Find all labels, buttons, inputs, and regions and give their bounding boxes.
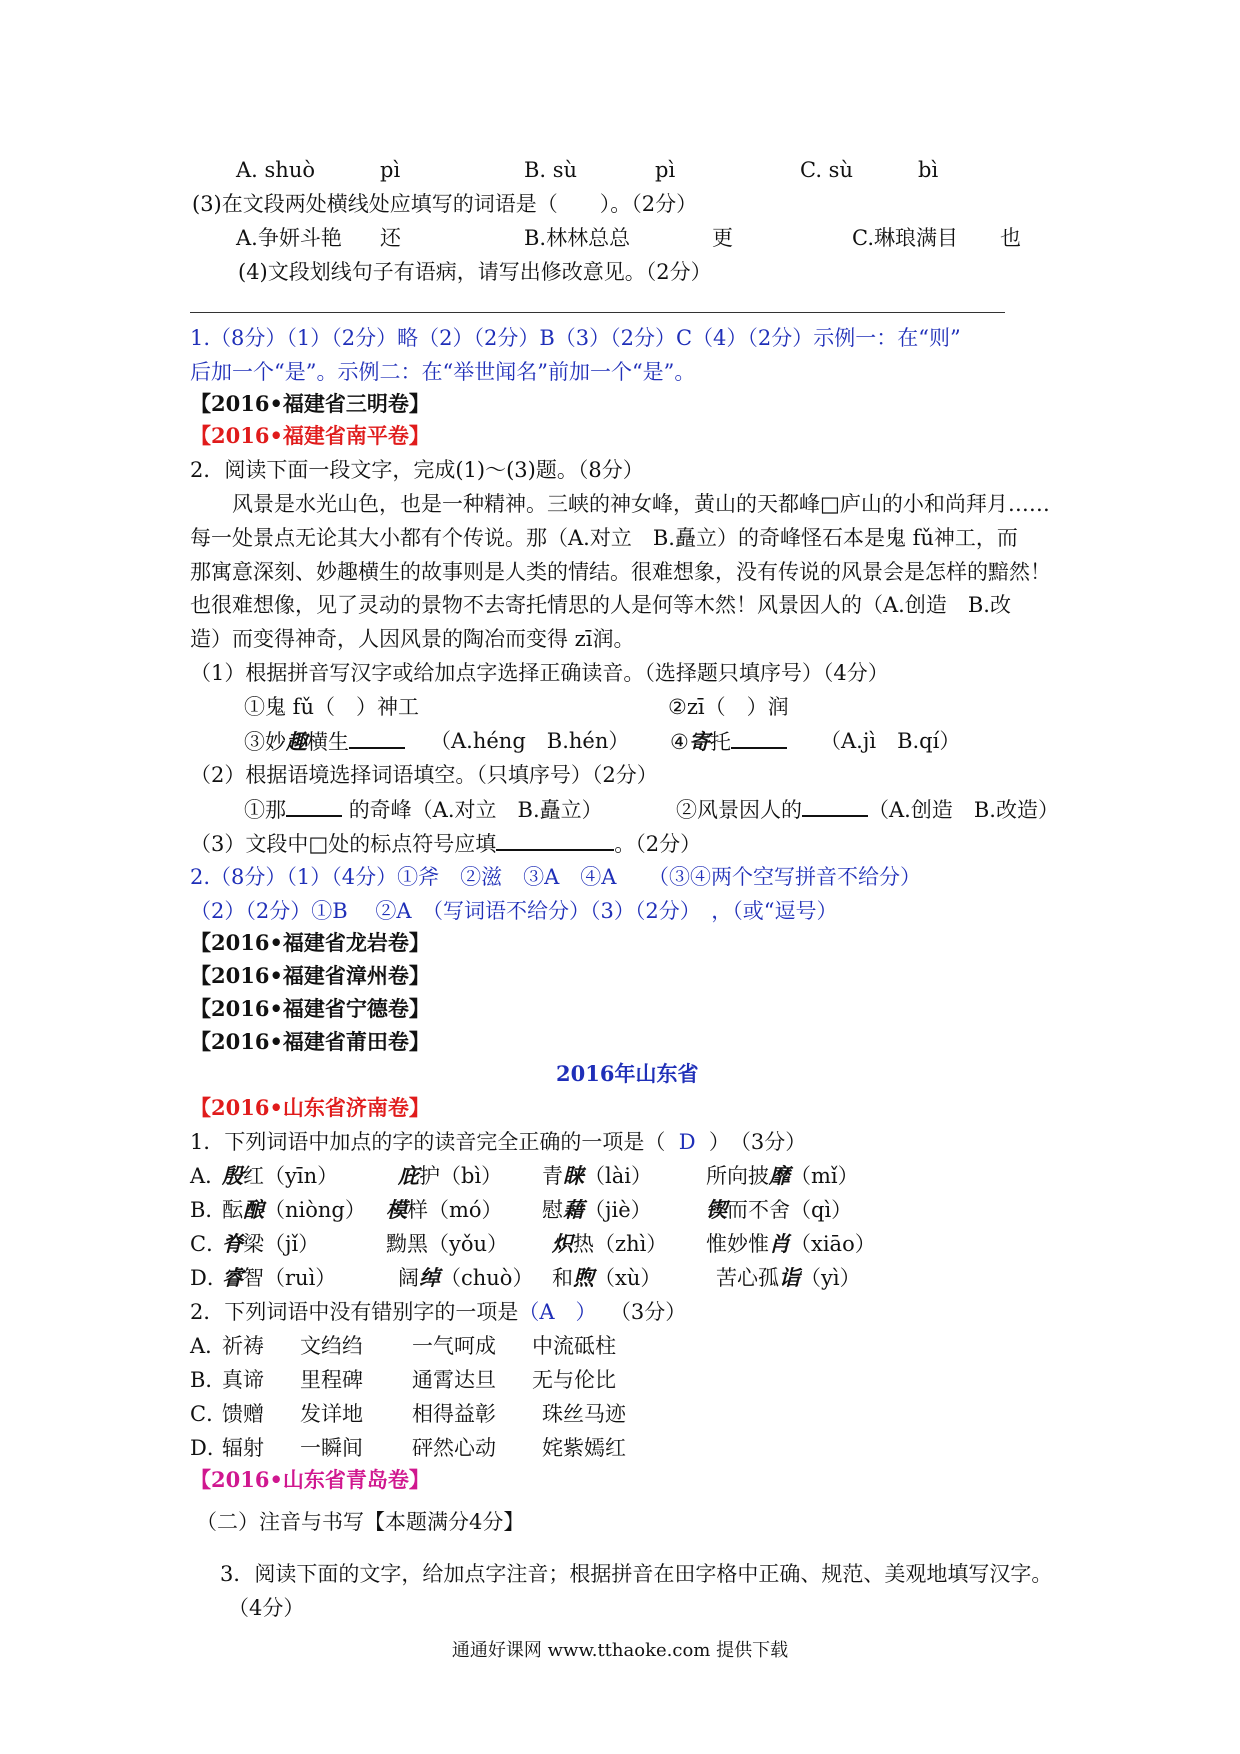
q2-paragraph-4: 也很难想像，见了灵动的景物不去寄托情思的人是何等木然！风景因人的（A.创造 B.改 — [190, 593, 1011, 617]
sd-q3-line-1: 3．阅读下面的文字，给加点字注音；根据拼音在田字格中正确、规范、美观地填写汉字。 — [220, 1562, 1053, 1586]
sub2-item-1: ①那 的奇峰（A.对立 B.矗立） — [244, 795, 603, 824]
q2-sub-2: （2）根据语境选择词语填空。（只填序号）（2分） — [190, 763, 658, 787]
option-b: B. sù — [524, 158, 578, 182]
q3-option-b: B.林林总总 — [524, 226, 631, 250]
section-sanming: 【2016•福建省三明卷】 — [190, 391, 430, 416]
section-nanping: 【2016•福建省南平卷】 — [190, 423, 430, 448]
option-a-2: pì — [380, 158, 401, 182]
item-3: ③妙趣横生 — [244, 727, 405, 756]
sub2-item-2: ②风景因人的 （A.创造 B.改造） — [676, 795, 1059, 824]
section-longyan: 【2016•福建省龙岩卷】 — [190, 930, 430, 955]
question-4: (4)文段划线句子有语病，请写出修改意见。（2分） — [238, 260, 712, 284]
sd-question-2: 2．下列词语中没有错别字的一项是（A ） （3分） — [190, 1300, 687, 1324]
q2-sub-1: （1）根据拼音写汉字或给加点字选择正确读音。（选择题只填序号）（4分） — [190, 661, 889, 685]
section-jinan: 【2016•山东省济南卷】 — [190, 1095, 430, 1120]
item-3-options: （A.héng B.hén） — [430, 729, 630, 753]
item-2: ②zī（ ）润 — [668, 695, 789, 719]
q2-sub-3: （3）文段中□处的标点符号应填 。（2分） — [190, 829, 701, 858]
option-c-2: bì — [918, 158, 939, 182]
option-c: C. sù — [800, 158, 853, 182]
q3-option-b-2: 更 — [712, 226, 733, 250]
section-putian: 【2016•福建省莆田卷】 — [190, 1029, 430, 1054]
answer-2-line-2: （2）（2分）①B ②A （写词语不给分）（3）（2分） ，（或“逗号） — [190, 899, 838, 923]
answer-2-line-1: 2.（8分）（1）（4分）①斧 ②滋 ③A ④A （③④两个空写拼音不给分） — [190, 865, 921, 889]
item-1: ①鬼 fǔ（ ）神工 — [244, 695, 419, 719]
q2-intro: 2．阅读下面一段文字，完成(1)～(3)题。（8分） — [190, 458, 644, 482]
sd-q3-line-2: （4分） — [228, 1596, 305, 1620]
q2-paragraph-5: 造）而变得神奇，人因风景的陶冶而变得 zī润。 — [190, 627, 635, 651]
section-zhangzhou: 【2016•福建省漳州卷】 — [190, 963, 430, 988]
section-ningde: 【2016•福建省宁德卷】 — [190, 996, 430, 1021]
footer: 通通好课网 www.tthaoke.com 提供下载 — [451, 1640, 789, 1661]
part-2-heading: （二）注音与书写【本题满分4分】 — [196, 1510, 525, 1534]
answer-1-line-1: 1.（8分）（1）（2分）略（2）（2分）B（3）（2分）C（4）（2分）示例一：在“则” — [190, 326, 961, 350]
q2-paragraph-3: 那寓意深刻、妙趣横生的故事则是人类的情结。很难想象，没有传说的风景会是怎样的黯然！ — [190, 560, 1051, 584]
q2-paragraph-1: 风景是水光山色，也是一种精神。三峡的神女峰，黄山的天都峰□庐山的小和尚拜月…… — [232, 492, 1050, 516]
option-b-2: pì — [655, 158, 676, 182]
item-4-options: （A.jì B.qí） — [820, 729, 961, 753]
section-qingdao: 【2016•山东省青岛卷】 — [190, 1467, 430, 1492]
q3-option-c: C.琳琅满目 — [852, 226, 958, 250]
answer-1-line-2: 后加一个“是”。示例二：在“举世闻名”前加一个“是”。 — [190, 360, 696, 384]
shandong-heading: 2016年山东省 — [556, 1061, 699, 1086]
sd-question-1: 1．下列词语中加点的字的读音完全正确的一项是（ D ） （3分） — [190, 1130, 807, 1154]
q3-option-c-2: 也 — [1000, 226, 1021, 250]
answer-line — [190, 312, 1005, 313]
q3-option-a-2: 还 — [380, 226, 401, 250]
item-4: ④寄托 — [670, 727, 787, 756]
q3-option-a: A.争妍斗艳 — [236, 226, 342, 250]
q2-paragraph-2: 每一处景点无论其大小都有个传说。那（A.对立 B.矗立）的奇峰怪石本是鬼 fǔ神工，而 — [190, 526, 1018, 550]
option-a: A. shuò — [236, 158, 315, 182]
question-3: (3)在文段两处横线处应填写的词语是（ ）。（2分） — [192, 192, 698, 216]
